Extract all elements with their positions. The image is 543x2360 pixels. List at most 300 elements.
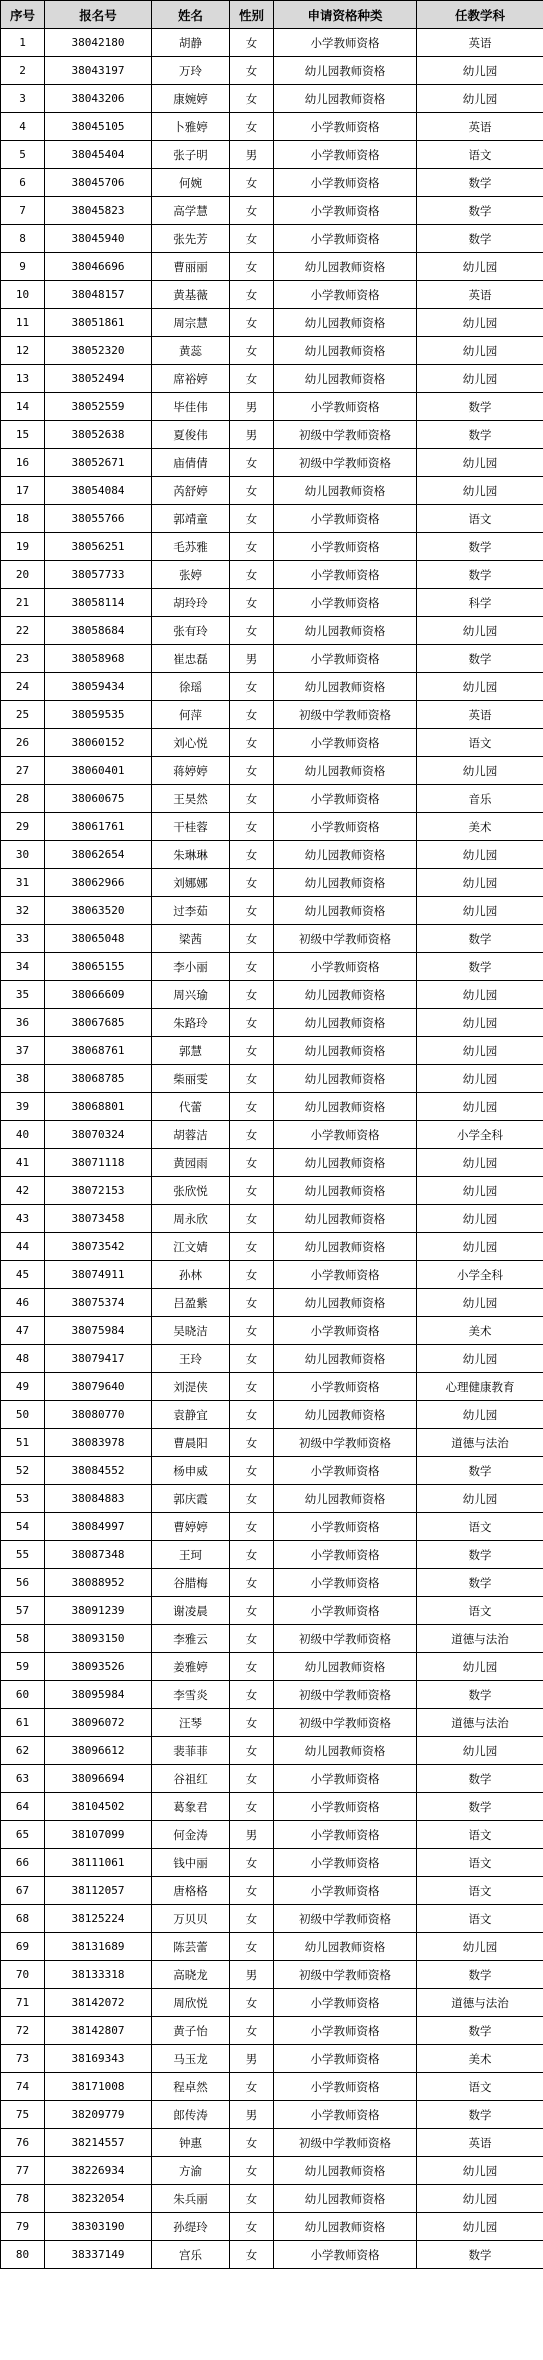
- cell-qualification: 小学教师资格: [274, 1821, 417, 1849]
- cell-qualification: 小学教师资格: [274, 1261, 417, 1289]
- cell-reg-no: 38087348: [45, 1541, 152, 1569]
- cell-name: 刘心悦: [152, 729, 230, 757]
- cell-reg-no: 38065155: [45, 953, 152, 981]
- cell-reg-no: 38075374: [45, 1289, 152, 1317]
- cell-seq: 54: [1, 1513, 45, 1541]
- cell-seq: 47: [1, 1317, 45, 1345]
- cell-gender: 女: [230, 1765, 274, 1793]
- cell-subject: 幼儿园: [417, 1345, 543, 1373]
- cell-reg-no: 38052494: [45, 365, 152, 393]
- col-header-name: 姓名: [152, 1, 230, 29]
- cell-seq: 52: [1, 1457, 45, 1485]
- table-row: [1, 85, 543, 113]
- table-row: [1, 617, 543, 645]
- cell-gender: 女: [230, 365, 274, 393]
- cell-subject: 语文: [417, 1849, 543, 1877]
- cell-gender: 男: [230, 141, 274, 169]
- cell-seq: 80: [1, 2241, 45, 2269]
- table-row: [1, 1793, 543, 1821]
- col-header-gender: 性别: [230, 1, 274, 29]
- cell-name: 万贝贝: [152, 1905, 230, 1933]
- cell-qualification: 小学教师资格: [274, 2101, 417, 2129]
- cell-reg-no: 38095984: [45, 1681, 152, 1709]
- cell-name: 孙林: [152, 1261, 230, 1289]
- cell-reg-no: 38051861: [45, 309, 152, 337]
- cell-name: 康婉婷: [152, 85, 230, 113]
- cell-seq: 13: [1, 365, 45, 393]
- cell-subject: 道德与法治: [417, 1989, 543, 2017]
- cell-seq: 66: [1, 1849, 45, 1877]
- cell-seq: 3: [1, 85, 45, 113]
- cell-reg-no: 38068785: [45, 1065, 152, 1093]
- cell-name: 刘湜侠: [152, 1373, 230, 1401]
- cell-seq: 62: [1, 1737, 45, 1765]
- cell-seq: 33: [1, 925, 45, 953]
- cell-qualification: 小学教师资格: [274, 729, 417, 757]
- cell-gender: 女: [230, 1233, 274, 1261]
- cell-qualification: 小学教师资格: [274, 281, 417, 309]
- cell-seq: 20: [1, 561, 45, 589]
- cell-subject: 数学: [417, 1541, 543, 1569]
- cell-seq: 15: [1, 421, 45, 449]
- table-row: [1, 309, 543, 337]
- cell-subject: 语文: [417, 505, 543, 533]
- cell-qualification: 小学教师资格: [274, 2017, 417, 2045]
- table-row: [1, 2129, 543, 2157]
- cell-subject: 幼儿园: [417, 1065, 543, 1093]
- table-row: [1, 2101, 543, 2129]
- table-row: [1, 1177, 543, 1205]
- cell-qualification: 小学教师资格: [274, 813, 417, 841]
- cell-seq: 61: [1, 1709, 45, 1737]
- cell-gender: 女: [230, 197, 274, 225]
- cell-seq: 41: [1, 1149, 45, 1177]
- cell-name: 杨申威: [152, 1457, 230, 1485]
- cell-subject: 幼儿园: [417, 1009, 543, 1037]
- table-row: [1, 1373, 543, 1401]
- cell-name: 陈芸蕾: [152, 1933, 230, 1961]
- cell-qualification: 小学教师资格: [274, 1373, 417, 1401]
- cell-gender: 女: [230, 2129, 274, 2157]
- cell-gender: 女: [230, 1681, 274, 1709]
- cell-name: 李雅云: [152, 1625, 230, 1653]
- cell-gender: 女: [230, 617, 274, 645]
- cell-qualification: 初级中学教师资格: [274, 701, 417, 729]
- cell-gender: 女: [230, 1429, 274, 1457]
- cell-gender: 女: [230, 1597, 274, 1625]
- cell-reg-no: 38045823: [45, 197, 152, 225]
- cell-reg-no: 38074911: [45, 1261, 152, 1289]
- cell-name: 孙缇玲: [152, 2213, 230, 2241]
- table-row: [1, 1541, 543, 1569]
- cell-reg-no: 38056251: [45, 533, 152, 561]
- cell-subject: 幼儿园: [417, 1037, 543, 1065]
- cell-gender: 女: [230, 785, 274, 813]
- cell-name: 何萍: [152, 701, 230, 729]
- header-row: [1, 1, 543, 29]
- cell-seq: 40: [1, 1121, 45, 1149]
- table-row: [1, 1877, 543, 1905]
- col-header-qualification: 申请资格种类: [274, 1, 417, 29]
- cell-subject: 幼儿园: [417, 1149, 543, 1177]
- cell-seq: 22: [1, 617, 45, 645]
- table-row: [1, 1205, 543, 1233]
- cell-gender: 女: [230, 1345, 274, 1373]
- cell-reg-no: 38075984: [45, 1317, 152, 1345]
- cell-name: 葛象君: [152, 1793, 230, 1821]
- cell-qualification: 小学教师资格: [274, 2241, 417, 2269]
- cell-qualification: 幼儿园教师资格: [274, 309, 417, 337]
- cell-subject: 幼儿园: [417, 673, 543, 701]
- cell-seq: 51: [1, 1429, 45, 1457]
- table-row: [1, 449, 543, 477]
- cell-seq: 14: [1, 393, 45, 421]
- cell-subject: 语文: [417, 1877, 543, 1905]
- table-row: [1, 869, 543, 897]
- cell-qualification: 幼儿园教师资格: [274, 1485, 417, 1513]
- table-row: [1, 841, 543, 869]
- cell-subject: 道德与法治: [417, 1429, 543, 1457]
- cell-reg-no: 38058968: [45, 645, 152, 673]
- table-row: [1, 757, 543, 785]
- cell-gender: 女: [230, 729, 274, 757]
- cell-seq: 53: [1, 1485, 45, 1513]
- table-row: [1, 1261, 543, 1289]
- cell-name: 曹婷婷: [152, 1513, 230, 1541]
- cell-qualification: 小学教师资格: [274, 1317, 417, 1345]
- cell-reg-no: 38068801: [45, 1093, 152, 1121]
- cell-subject: 数学: [417, 2101, 543, 2129]
- cell-subject: 幼儿园: [417, 1289, 543, 1317]
- cell-subject: 幼儿园: [417, 1233, 543, 1261]
- cell-seq: 6: [1, 169, 45, 197]
- cell-name: 王昊然: [152, 785, 230, 813]
- cell-seq: 65: [1, 1821, 45, 1849]
- table-row: [1, 1989, 543, 2017]
- cell-qualification: 幼儿园教师资格: [274, 869, 417, 897]
- cell-gender: 女: [230, 2185, 274, 2213]
- cell-qualification: 幼儿园教师资格: [274, 337, 417, 365]
- cell-seq: 30: [1, 841, 45, 869]
- table-row: [1, 2073, 543, 2101]
- cell-name: 周永欣: [152, 1205, 230, 1233]
- table-row: [1, 1597, 543, 1625]
- cell-qualification: 幼儿园教师资格: [274, 85, 417, 113]
- cell-qualification: 初级中学教师资格: [274, 925, 417, 953]
- cell-subject: 数学: [417, 169, 543, 197]
- cell-gender: 女: [230, 2213, 274, 2241]
- cell-subject: 数学: [417, 1681, 543, 1709]
- cell-reg-no: 38060675: [45, 785, 152, 813]
- cell-name: 卜雅婷: [152, 113, 230, 141]
- cell-name: 高学慧: [152, 197, 230, 225]
- cell-reg-no: 38048157: [45, 281, 152, 309]
- cell-seq: 67: [1, 1877, 45, 1905]
- cell-subject: 英语: [417, 29, 543, 57]
- cell-subject: 幼儿园: [417, 1737, 543, 1765]
- table-row: [1, 1345, 543, 1373]
- cell-reg-no: 38061761: [45, 813, 152, 841]
- cell-reg-no: 38084883: [45, 1485, 152, 1513]
- cell-name: 芮舒婷: [152, 477, 230, 505]
- cell-reg-no: 38131689: [45, 1933, 152, 1961]
- cell-gender: 女: [230, 29, 274, 57]
- cell-qualification: 小学教师资格: [274, 113, 417, 141]
- table-row: [1, 1933, 543, 1961]
- cell-qualification: 幼儿园教师资格: [274, 1289, 417, 1317]
- cell-seq: 49: [1, 1373, 45, 1401]
- cell-gender: 女: [230, 1513, 274, 1541]
- cell-subject: 心理健康教育: [417, 1373, 543, 1401]
- cell-qualification: 幼儿园教师资格: [274, 57, 417, 85]
- table-row: [1, 1765, 543, 1793]
- cell-name: 柴丽雯: [152, 1065, 230, 1093]
- table-row: [1, 253, 543, 281]
- cell-reg-no: 38096072: [45, 1709, 152, 1737]
- cell-subject: 幼儿园: [417, 2213, 543, 2241]
- cell-reg-no: 38055766: [45, 505, 152, 533]
- cell-name: 曹丽丽: [152, 253, 230, 281]
- cell-reg-no: 38209779: [45, 2101, 152, 2129]
- cell-gender: 女: [230, 925, 274, 953]
- cell-subject: 幼儿园: [417, 337, 543, 365]
- cell-name: 胡静: [152, 29, 230, 57]
- table-row: [1, 1429, 543, 1457]
- cell-reg-no: 38054084: [45, 477, 152, 505]
- cell-name: 席裕婷: [152, 365, 230, 393]
- table-row: [1, 1317, 543, 1345]
- cell-name: 王珂: [152, 1541, 230, 1569]
- table-row: [1, 589, 543, 617]
- cell-name: 周宗慧: [152, 309, 230, 337]
- cell-name: 过李茹: [152, 897, 230, 925]
- cell-gender: 女: [230, 869, 274, 897]
- table-row: [1, 1681, 543, 1709]
- table-row: [1, 337, 543, 365]
- cell-gender: 男: [230, 393, 274, 421]
- cell-name: 夏俊伟: [152, 421, 230, 449]
- cell-subject: 小学全科: [417, 1261, 543, 1289]
- cell-reg-no: 38063520: [45, 897, 152, 925]
- cell-subject: 幼儿园: [417, 1485, 543, 1513]
- cell-qualification: 初级中学教师资格: [274, 449, 417, 477]
- cell-seq: 17: [1, 477, 45, 505]
- cell-seq: 60: [1, 1681, 45, 1709]
- table-row: [1, 953, 543, 981]
- cell-gender: 女: [230, 2241, 274, 2269]
- cell-qualification: 小学教师资格: [274, 505, 417, 533]
- cell-gender: 女: [230, 953, 274, 981]
- cell-reg-no: 38052320: [45, 337, 152, 365]
- cell-seq: 77: [1, 2157, 45, 2185]
- cell-name: 吕盈紫: [152, 1289, 230, 1317]
- cell-reg-no: 38052559: [45, 393, 152, 421]
- cell-seq: 2: [1, 57, 45, 85]
- table-row: [1, 1093, 543, 1121]
- cell-gender: 男: [230, 645, 274, 673]
- cell-qualification: 小学教师资格: [274, 645, 417, 673]
- table-row: [1, 141, 543, 169]
- cell-gender: 女: [230, 1793, 274, 1821]
- cell-subject: 幼儿园: [417, 1401, 543, 1429]
- cell-name: 徐瑶: [152, 673, 230, 701]
- cell-seq: 10: [1, 281, 45, 309]
- cell-seq: 71: [1, 1989, 45, 2017]
- cell-qualification: 小学教师资格: [274, 1765, 417, 1793]
- cell-subject: 幼儿园: [417, 981, 543, 1009]
- cell-seq: 56: [1, 1569, 45, 1597]
- cell-name: 朱兵丽: [152, 2185, 230, 2213]
- cell-name: 朱路玲: [152, 1009, 230, 1037]
- cell-subject: 数学: [417, 1765, 543, 1793]
- cell-name: 何婉: [152, 169, 230, 197]
- cell-seq: 46: [1, 1289, 45, 1317]
- cell-gender: 男: [230, 421, 274, 449]
- cell-subject: 语文: [417, 1821, 543, 1849]
- cell-seq: 4: [1, 113, 45, 141]
- cell-qualification: 幼儿园教师资格: [274, 2185, 417, 2213]
- cell-subject: 数学: [417, 1569, 543, 1597]
- cell-gender: 女: [230, 813, 274, 841]
- table-row: [1, 1653, 543, 1681]
- cell-reg-no: 38093150: [45, 1625, 152, 1653]
- cell-seq: 8: [1, 225, 45, 253]
- cell-name: 李雪炎: [152, 1681, 230, 1709]
- cell-seq: 78: [1, 2185, 45, 2213]
- cell-seq: 21: [1, 589, 45, 617]
- cell-reg-no: 38088952: [45, 1569, 152, 1597]
- cell-name: 裴菲菲: [152, 1737, 230, 1765]
- cell-name: 郭庆霞: [152, 1485, 230, 1513]
- table-row: [1, 645, 543, 673]
- cell-gender: 女: [230, 113, 274, 141]
- cell-gender: 女: [230, 1317, 274, 1345]
- table-row: [1, 1709, 543, 1737]
- cell-seq: 69: [1, 1933, 45, 1961]
- cell-reg-no: 38066609: [45, 981, 152, 1009]
- col-header-seq: 序号: [1, 1, 45, 29]
- cell-subject: 语文: [417, 141, 543, 169]
- cell-subject: 数学: [417, 197, 543, 225]
- cell-subject: 英语: [417, 113, 543, 141]
- cell-gender: 女: [230, 57, 274, 85]
- cell-qualification: 小学教师资格: [274, 1569, 417, 1597]
- cell-qualification: 幼儿园教师资格: [274, 1401, 417, 1429]
- cell-name: 黄基薇: [152, 281, 230, 309]
- cell-gender: 女: [230, 1653, 274, 1681]
- cell-name: 钱中丽: [152, 1849, 230, 1877]
- cell-reg-no: 38091239: [45, 1597, 152, 1625]
- table-row: [1, 1149, 543, 1177]
- table-row: [1, 197, 543, 225]
- table-row: [1, 1961, 543, 1989]
- cell-reg-no: 38072153: [45, 1177, 152, 1205]
- cell-gender: 男: [230, 1961, 274, 1989]
- cell-seq: 70: [1, 1961, 45, 1989]
- cell-reg-no: 38057733: [45, 561, 152, 589]
- cell-gender: 女: [230, 1205, 274, 1233]
- cell-gender: 女: [230, 589, 274, 617]
- cell-qualification: 小学教师资格: [274, 1597, 417, 1625]
- cell-gender: 女: [230, 169, 274, 197]
- cell-gender: 女: [230, 1289, 274, 1317]
- cell-gender: 女: [230, 1037, 274, 1065]
- cell-subject: 数学: [417, 925, 543, 953]
- cell-reg-no: 38058114: [45, 589, 152, 617]
- cell-name: 高晓龙: [152, 1961, 230, 1989]
- cell-reg-no: 38052638: [45, 421, 152, 449]
- cell-gender: 女: [230, 897, 274, 925]
- cell-name: 王玲: [152, 1345, 230, 1373]
- cell-reg-no: 38071118: [45, 1149, 152, 1177]
- cell-qualification: 小学教师资格: [274, 29, 417, 57]
- cell-seq: 79: [1, 2213, 45, 2241]
- cell-name: 周兴瑜: [152, 981, 230, 1009]
- cell-subject: 数学: [417, 1457, 543, 1485]
- cell-qualification: 小学教师资格: [274, 169, 417, 197]
- cell-seq: 27: [1, 757, 45, 785]
- cell-subject: 英语: [417, 281, 543, 309]
- cell-subject: 语文: [417, 729, 543, 757]
- cell-gender: 女: [230, 1261, 274, 1289]
- cell-name: 胡玲玲: [152, 589, 230, 617]
- cell-gender: 女: [230, 281, 274, 309]
- cell-gender: 女: [230, 1877, 274, 1905]
- cell-qualification: 小学教师资格: [274, 785, 417, 813]
- cell-gender: 女: [230, 981, 274, 1009]
- cell-name: 马玉龙: [152, 2045, 230, 2073]
- cell-qualification: 幼儿园教师资格: [274, 1149, 417, 1177]
- cell-subject: 数学: [417, 953, 543, 981]
- cell-subject: 语文: [417, 1513, 543, 1541]
- cell-subject: 美术: [417, 2045, 543, 2073]
- table-row: [1, 505, 543, 533]
- cell-qualification: 幼儿园教师资格: [274, 673, 417, 701]
- cell-reg-no: 38226934: [45, 2157, 152, 2185]
- cell-qualification: 小学教师资格: [274, 2045, 417, 2073]
- cell-qualification: 小学教师资格: [274, 197, 417, 225]
- cell-gender: 男: [230, 2101, 274, 2129]
- cell-gender: 女: [230, 2017, 274, 2045]
- cell-qualification: 小学教师资格: [274, 141, 417, 169]
- cell-seq: 36: [1, 1009, 45, 1037]
- cell-name: 江文婧: [152, 1233, 230, 1261]
- cell-gender: 女: [230, 477, 274, 505]
- cell-seq: 74: [1, 2073, 45, 2101]
- table-row: [1, 393, 543, 421]
- table-row: [1, 29, 543, 57]
- cell-reg-no: 38043197: [45, 57, 152, 85]
- cell-name: 郎传涛: [152, 2101, 230, 2129]
- cell-name: 万玲: [152, 57, 230, 85]
- cell-qualification: 初级中学教师资格: [274, 1709, 417, 1737]
- cell-reg-no: 38073458: [45, 1205, 152, 1233]
- cell-seq: 31: [1, 869, 45, 897]
- cell-qualification: 初级中学教师资格: [274, 421, 417, 449]
- cell-seq: 34: [1, 953, 45, 981]
- cell-gender: 女: [230, 1065, 274, 1093]
- cell-seq: 28: [1, 785, 45, 813]
- cell-gender: 女: [230, 449, 274, 477]
- cell-reg-no: 38169343: [45, 2045, 152, 2073]
- table-row: [1, 1037, 543, 1065]
- table-row: [1, 1821, 543, 1849]
- cell-qualification: 初级中学教师资格: [274, 1429, 417, 1457]
- cell-seq: 26: [1, 729, 45, 757]
- cell-subject: 幼儿园: [417, 1093, 543, 1121]
- cell-seq: 48: [1, 1345, 45, 1373]
- cell-subject: 数学: [417, 1793, 543, 1821]
